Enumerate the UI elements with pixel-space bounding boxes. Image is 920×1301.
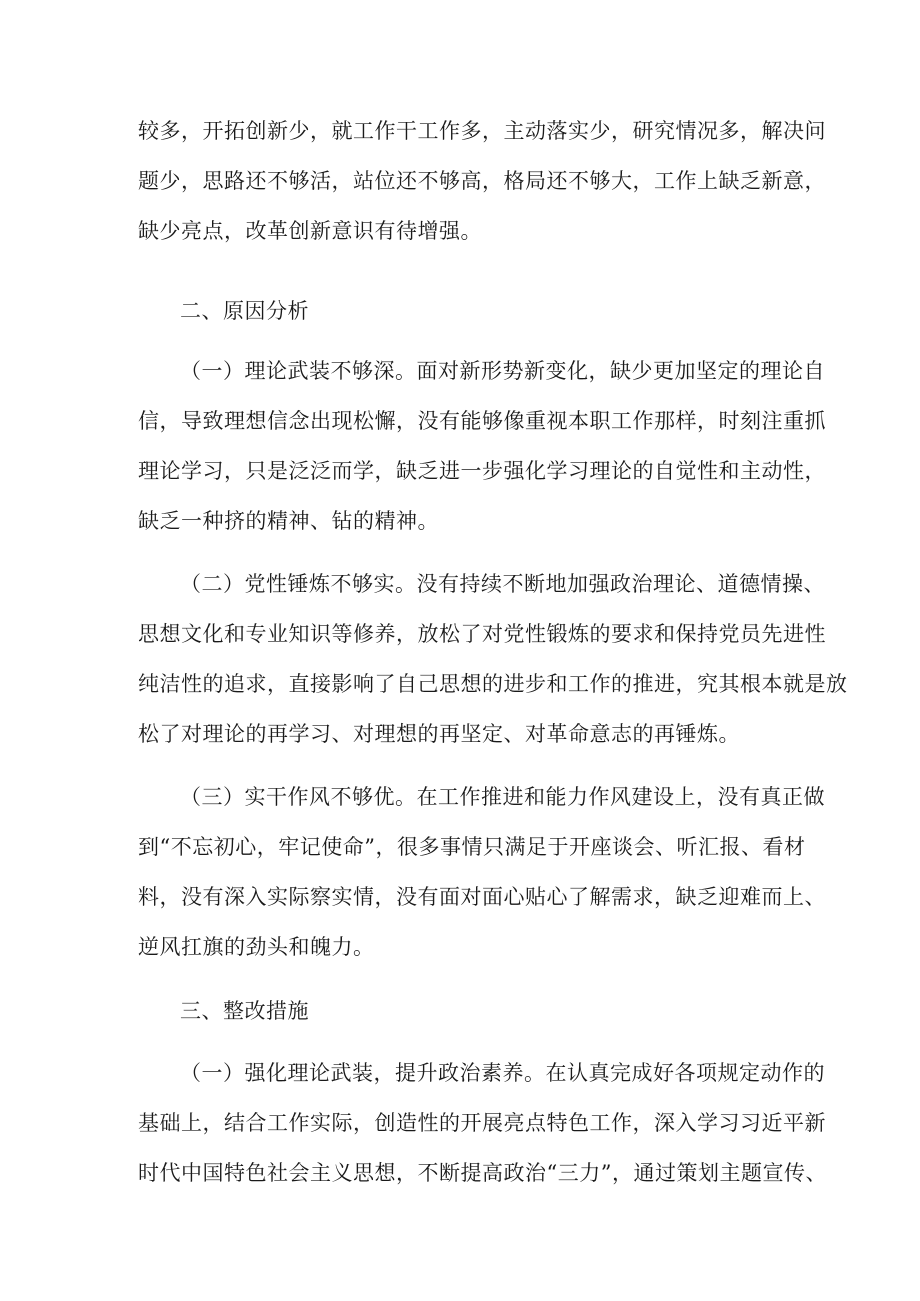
paragraph-line: （二）党性锤炼不够实。没有持续不断地加强政治理论、道德情操、 xyxy=(180,572,825,596)
paragraph-line: 料，没有深入实际察实情，没有面对面心贴心了解需求，缺乏迎难而上、 xyxy=(138,885,826,909)
paragraph-line: 纯洁性的追求，直接影响了自己思想的进步和工作的推进，究其根本就是放 xyxy=(138,672,848,696)
paragraph-line: 时代中国特色社会主义思想，不断提高政治“三力”，通过策划主题宣传、 xyxy=(138,1161,827,1185)
paragraph-line: 缺少亮点，改革创新意识有待增强。 xyxy=(138,219,482,243)
paragraph-line: 基础上，结合工作实际，创造性的开展亮点特色工作，深入学习习近平新 xyxy=(138,1111,826,1135)
paragraph-line: 较多，开拓创新少，就工作干工作多，主动落实少，研究情况多，解决问 xyxy=(138,119,826,143)
paragraph-line: 松了对理论的再学习、对理想的再坚定、对革命意志的再锤炼。 xyxy=(138,722,740,746)
paragraph-line: （一）强化理论武装，提升政治素养。在认真完成好各项规定动作的 xyxy=(180,1061,825,1085)
paragraph-line: （三）实干作风不够优。在工作推进和能力作风建设上，没有真正做 xyxy=(180,785,825,809)
section-heading: 二、原因分析 xyxy=(180,299,309,323)
paragraph-line: 逆风扛旗的劲头和魄力。 xyxy=(138,935,375,959)
paragraph-line: 题少，思路还不够活，站位还不够高，格局还不够大，工作上缺乏新意， xyxy=(138,169,826,193)
paragraph-line: 缺乏一种挤的精神、钻的精神。 xyxy=(138,509,439,533)
paragraph-line: 思想文化和专业知识等修养，放松了对党性锻炼的要求和保持党员先进性 xyxy=(138,622,826,646)
paragraph-line: 信，导致理想信念出现松懈，没有能够像重视本职工作那样，时刻注重抓 xyxy=(138,409,826,433)
paragraph-line: （一）理论武装不够深。面对新形势新变化，缺少更加坚定的理论自 xyxy=(180,359,825,383)
section-heading: 三、整改措施 xyxy=(180,999,309,1023)
paragraph-line: 到“不忘初心，牢记使命”，很多事情只满足于开座谈会、听汇报、看材 xyxy=(138,835,806,859)
paragraph-line: 理论学习，只是泛泛而学，缺乏进一步强化学习理论的自觉性和主动性， xyxy=(138,459,826,483)
